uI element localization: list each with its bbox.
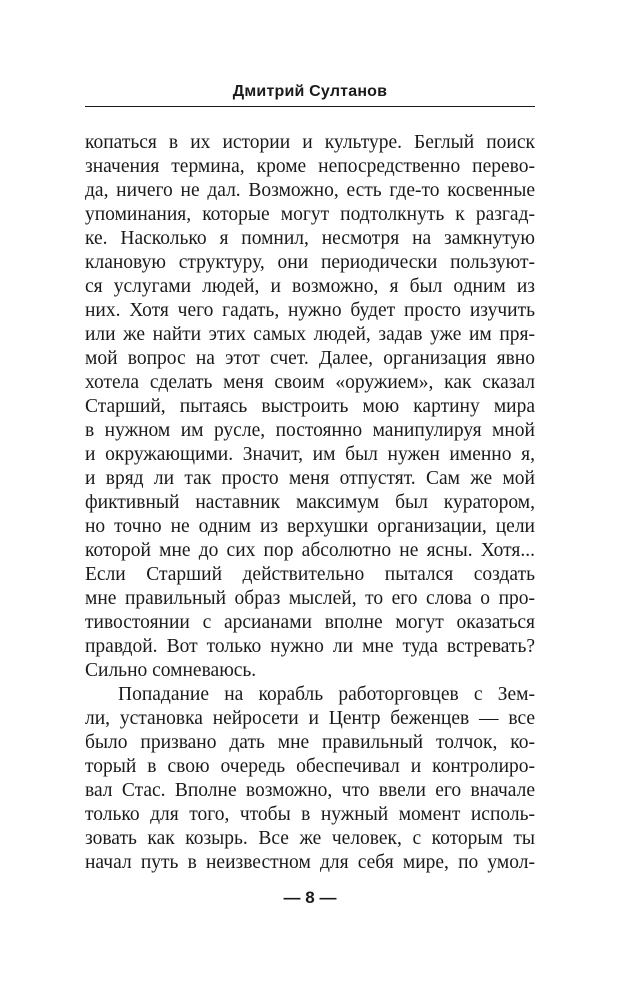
text-line: начал путь в неизвестном для себя мире, по умол- — [85, 852, 535, 873]
text-line: или же найти этих самых людей, задав уже им пря- — [85, 324, 535, 345]
paragraph — [85, 683, 535, 875]
running-head-author: Дмитрий Султанов — [232, 83, 388, 100]
text-line: торый в свою очередь обеспечивал и контролиро- — [85, 756, 535, 777]
text-line: мне правильный образ мыслей, то его слова о про- — [85, 588, 535, 609]
text-line: и вряд ли так просто меня отпустят. Сам же мой — [85, 468, 535, 489]
text-line: клановую структуру, они периодически пользуют- — [85, 252, 535, 273]
text-line: только для того, чтобы в нужный момент исполь- — [85, 804, 535, 825]
body-text — [85, 131, 535, 875]
text-line: зовать как козырь. Все же человек, с которым ты — [85, 828, 535, 849]
text-line: да, ничего не дал. Возможно, есть где-то косвенные — [85, 180, 535, 201]
text-line: Сильно сомневаюсь. — [85, 660, 257, 681]
text-line: которой мне до сих пор абсолютно не ясны. Хотя... — [85, 540, 535, 561]
page-number: — 8 — — [283, 888, 337, 907]
text-line: но точно не одним из верхушки организации, цели — [85, 516, 535, 537]
header-rule — [85, 106, 535, 107]
text-line: Попадание на корабль работорговцев с Зем- — [118, 684, 535, 705]
text-line: ли, установка нейросети и Центр беженцев — все — [85, 708, 535, 729]
text-line: ке. Насколько я помнил, несмотря на замкнутую — [85, 228, 535, 249]
text-line: фиктивный наставник максимум был куратором, — [85, 492, 535, 513]
text-line: упоминания, которые могут подтолкнуть к разгад- — [85, 204, 535, 225]
text-line: было призвано дать мне правильный толчок, ко- — [85, 732, 535, 753]
text-line: значения термина, кроме непосредственно перево- — [85, 156, 535, 177]
text-line: правдой. Вот только нужно ли мне туда встревать? — [85, 636, 535, 657]
text-line: вал Стас. Вполне возможно, что ввели его вначале — [85, 780, 535, 801]
paragraph — [85, 131, 535, 683]
text-line: копаться в их истории и культуре. Беглый поиск — [85, 132, 535, 153]
text-line: Если Старший действительно пытался создать — [85, 564, 535, 585]
text-line: Старший, пытаясь выстроить мою картину мира — [85, 396, 535, 417]
text-line: и окружающими. Значит, им был нужен именно я, — [85, 444, 535, 465]
text-line: ся услугами людей, и возможно, я был одним из — [85, 276, 535, 297]
text-line: хотела сделать меня своим «оружием», как сказал — [85, 372, 535, 393]
text-line: них. Хотя чего гадать, нужно будет просто изучить — [85, 300, 535, 321]
text-line: тивостоянии с арсианами вполне могут оказаться — [85, 612, 535, 633]
text-line: в нужном им русле, постоянно манипулируя мной — [85, 420, 535, 441]
text-line: мой вопрос на этот счет. Далее, организация явно — [85, 348, 535, 369]
